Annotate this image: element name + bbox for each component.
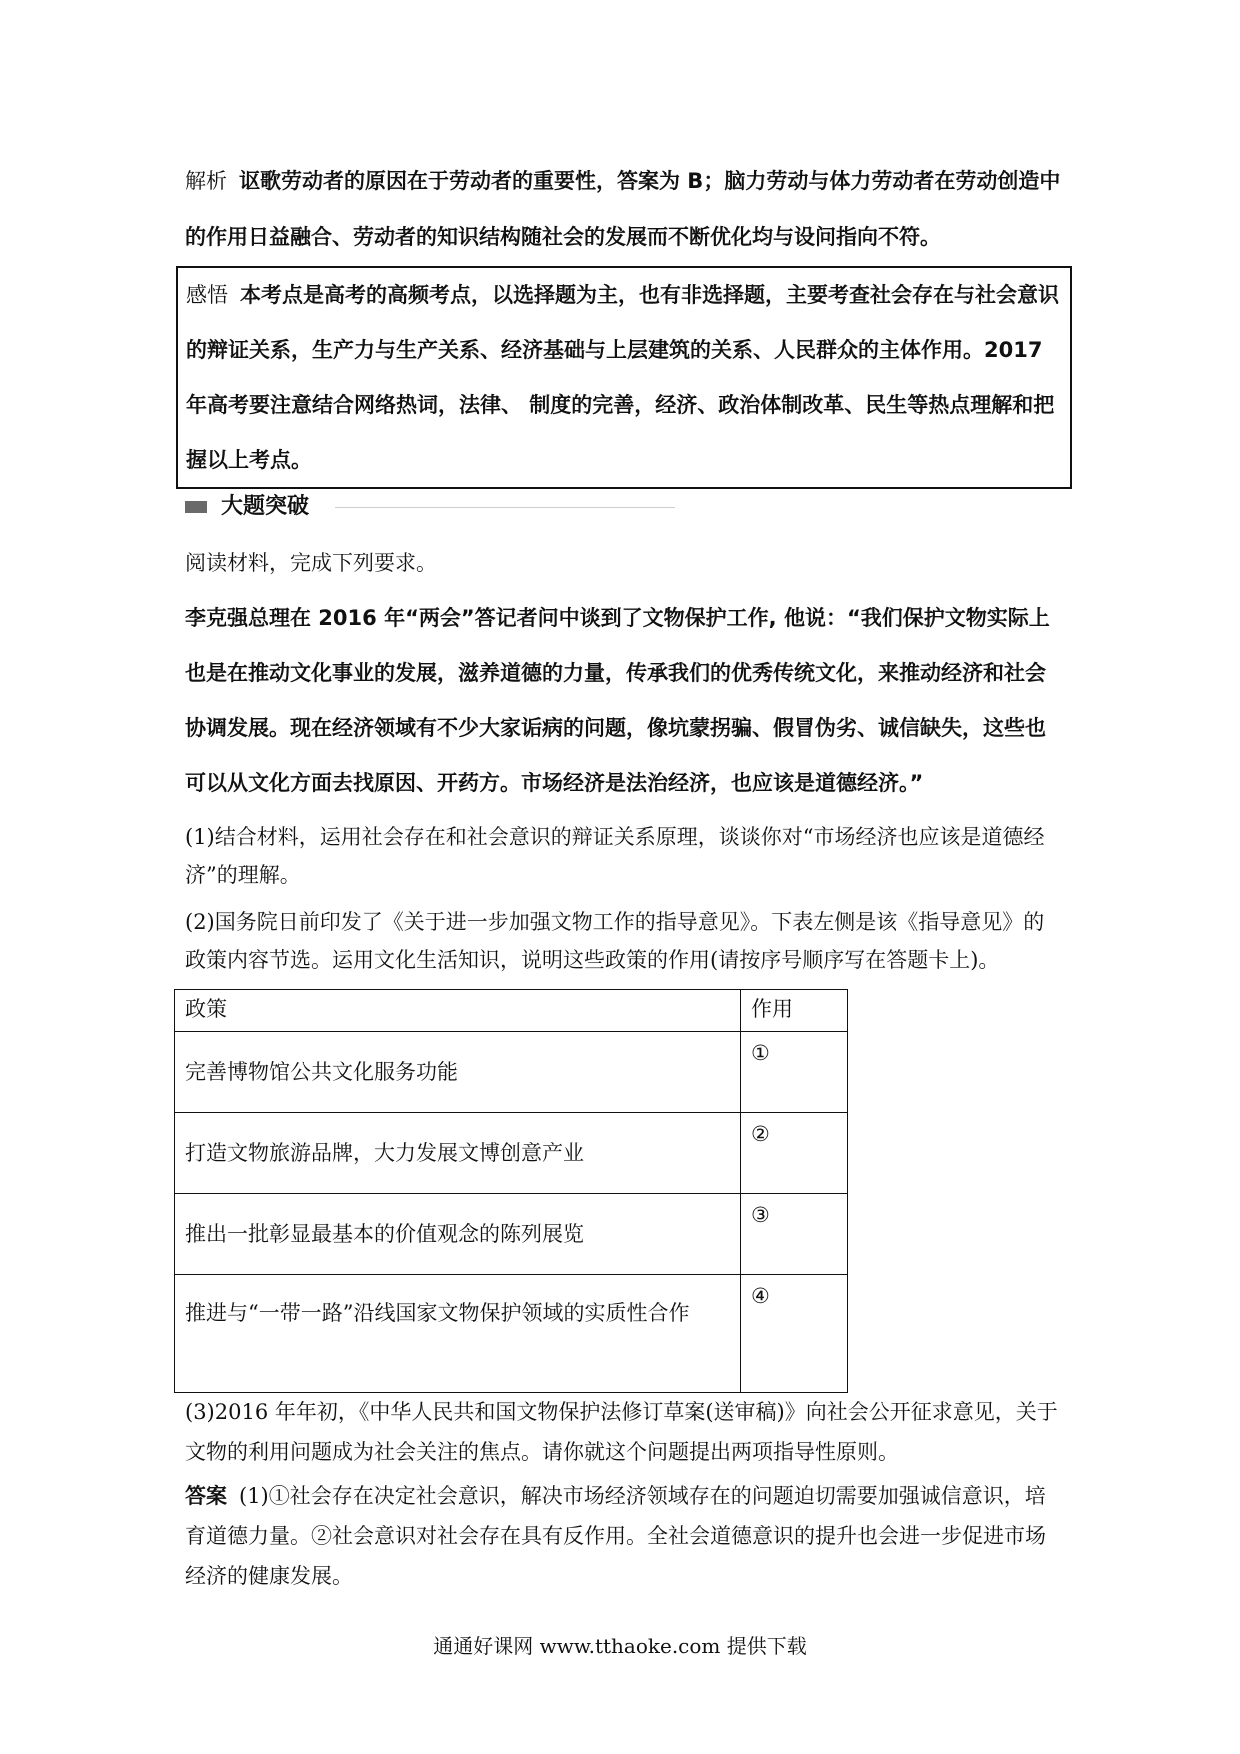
insight-text: 本考点是高考的高频考点，以选择题为主，也有非选择题，主要考查社会存在与社会意识的辩证关系，生产力与生产关系、经济基础与上层建筑的关系、人民群众的主体作用。2017 年高考要注意结合网络热词，法律、 制度的完善，经济、政治体制改革、民生等热点理解和把握以上考点。 xyxy=(186,283,1059,472)
answer-text: (1)①社会存在决定社会意识，解决市场经济领域存在的问题迫切需要加强诚信意识，培育道德力量。②社会意识对社会存在具有反作用。全社会道德意识的提升也会进一步促进市场经济的健康发展。 xyxy=(185,1484,1046,1588)
table-header-row xyxy=(175,990,848,1032)
table-row xyxy=(175,1194,848,1275)
section-divider xyxy=(335,507,675,508)
answer-paragraph xyxy=(185,1476,1065,1596)
table-row xyxy=(175,1032,848,1113)
effect-number-cell: ③ xyxy=(741,1194,848,1275)
analysis-paragraph xyxy=(185,153,1065,265)
section-marker xyxy=(185,501,207,513)
policy-cell: 推进与“一带一路”沿线国家文物保护领域的实质性合作 xyxy=(175,1275,741,1393)
analysis-text: 讴歌劳动者的原因在于劳动者的重要性，答案为 B；脑力劳动与体力劳动者在劳动创造中的作用日益融合、劳动者的知识结构随社会的发展而不断优化均与设问指向不符。 xyxy=(185,169,1061,249)
question-1: (1)结合材料，运用社会存在和社会意识的辩证关系原理，谈谈你对“市场经济也应该是道德经济”的理解。 xyxy=(185,825,1045,887)
page-footer: 通通好课网 www.tthaoke.com 提供下载 xyxy=(433,1634,807,1658)
policy-cell: 完善博物馆公共文化服务功能 xyxy=(175,1032,741,1113)
section-title: 大题突破 xyxy=(221,494,310,519)
insight-paragraph xyxy=(186,268,1066,488)
table-header-effect: 作用 xyxy=(741,990,848,1032)
table-header-policy: 政策 xyxy=(175,990,741,1032)
intro-text: 阅读材料，完成下列要求。 xyxy=(185,551,437,575)
analysis-label: 解析 xyxy=(185,169,227,193)
section-heading xyxy=(185,490,685,524)
effect-number-cell: ④ xyxy=(741,1275,848,1393)
policy-cell: 打造文物旅游品牌，大力发展文博创意产业 xyxy=(175,1113,741,1194)
policy-table xyxy=(174,989,848,1393)
table-row xyxy=(175,1275,848,1393)
policy-cell: 推出一批彰显最基本的价值观念的陈列展览 xyxy=(175,1194,741,1275)
effect-number-cell: ② xyxy=(741,1113,848,1194)
insight-box xyxy=(176,266,1072,489)
insight-label: 感悟 xyxy=(186,283,228,307)
question-2: (2)国务院日前印发了《关于进一步加强文物工作的指导意见》。下表左侧是该《指导意见》的政策内容节选。运用文化生活知识，说明这些政策的作用(请按序号顺序写在答题卡上)。 xyxy=(185,910,1045,972)
answer-label: 答案 xyxy=(185,1484,227,1508)
table-row xyxy=(175,1113,848,1194)
effect-number-cell: ① xyxy=(741,1032,848,1113)
material-quote: 李克强总理在 2016 年“两会”答记者问中谈到了文物保护工作, 他说：“我们保护文物实际上也是在推动文化事业的发展，滋养道德的力量，传承我们的优秀传统文化，来推动经济和社会协调发展。现在经济领域有不少大家诟病的问题，像坑蒙拐骗、假冒伪劣、诚信缺失，这些也可以从文化方面去找原因、开药方。市场经济是法治经济，也应该是道德经济。” xyxy=(185,606,1050,795)
question-3: (3)2016 年年初，《中华人民共和国文物保护法修订草案(送审稿)》向社会公开征求意见，关于文物的利用问题成为社会关注的焦点。请你就这个问题提出两项指导性原则。 xyxy=(185,1400,1058,1464)
